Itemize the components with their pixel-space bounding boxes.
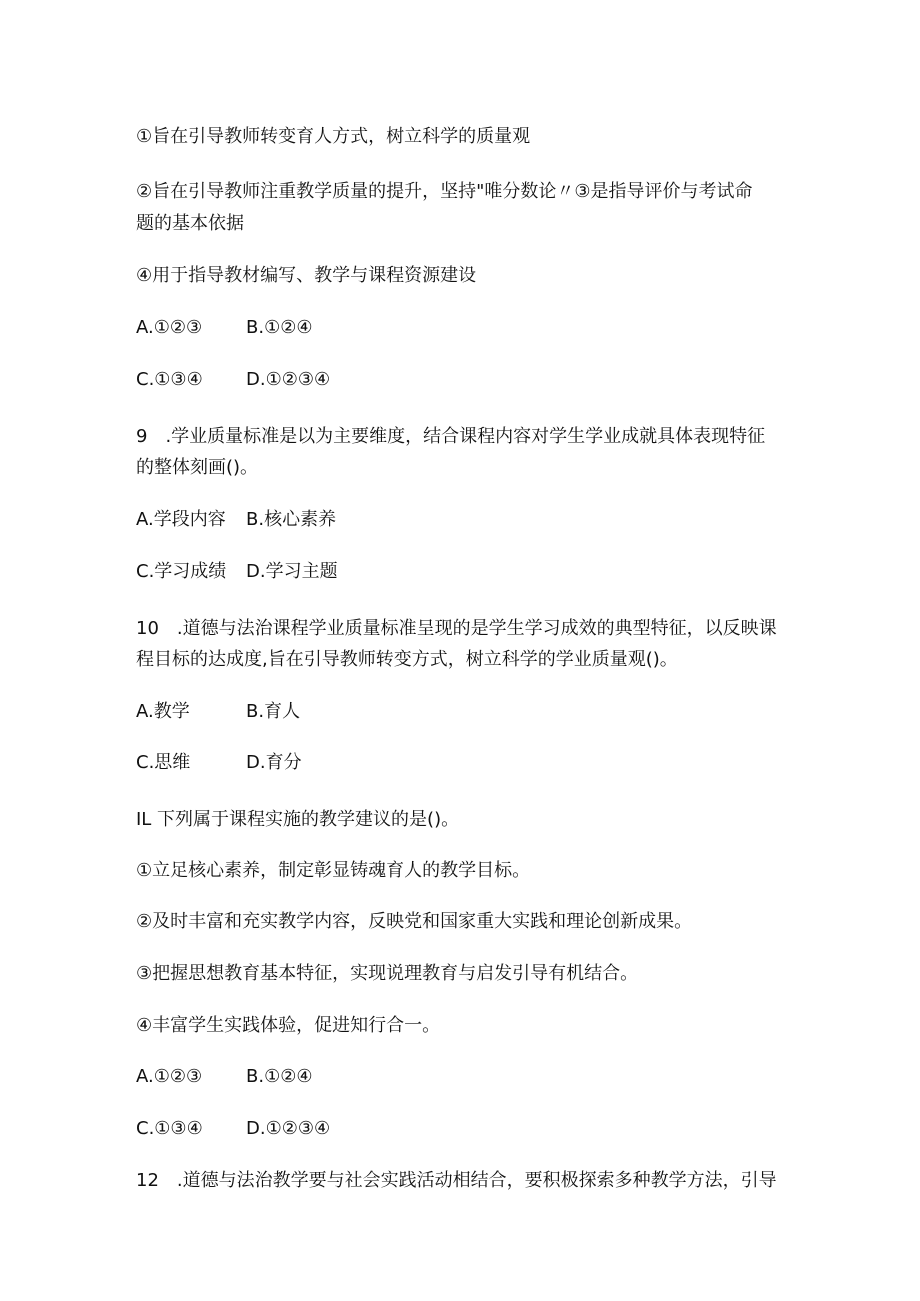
q10-option-b: B.育人: [246, 701, 301, 722]
q8-statement-1: ①旨在引导教师转变育人方式，树立科学的质量观: [136, 126, 531, 147]
q9-option-a: A.学段内容: [136, 509, 226, 530]
q10-option-a: A.教学: [136, 701, 190, 722]
q11-option-d: D.①②③④: [246, 1118, 331, 1139]
q11-statement-2: ②及时丰富和充实教学内容，反映党和国家重大实践和理论创新成果。: [136, 911, 693, 932]
q11-stem: IL 下列属于课程实施的教学建议的是()。: [136, 809, 460, 830]
q11-statement-4: ④丰富学生实践体验，促进知行合一。: [136, 1015, 441, 1036]
q8-statement-2-line-2: 题的基本依据: [136, 213, 244, 234]
q11-statement-3: ③把握思想教育基本特征，实现说理教育与启发引导有机结合。: [136, 963, 639, 984]
q11-option-b: B.①②④: [246, 1066, 313, 1087]
q8-statement-2-line-1: ②旨在引导教师注重教学质量的提升，坚持"唯分数论〃③是指导评价与考试命: [136, 181, 753, 202]
q9-stem-line-2: 的整体刻画()。: [136, 457, 259, 478]
q10-stem-line-1: 10 .道德与法治课程学业质量标准呈现的是学生学习成效的典型特征，以反映课: [136, 618, 777, 639]
q11-option-a: A.①②③: [136, 1066, 203, 1087]
q9-option-b: B.核心素养: [246, 509, 337, 530]
q11-statement-1: ①立足核心素养，制定彰显铸魂育人的教学目标。: [136, 860, 531, 881]
q8-option-a: A.①②③: [136, 317, 203, 338]
q10-stem-line-2: 程目标的达成度,旨在引导教师转变方式，树立科学的学业质量观()。: [136, 649, 678, 670]
q8-option-b: B.①②④: [246, 317, 313, 338]
q12-stem-line-1: 12 .道德与法治教学要与社会实践活动相结合，要积极探索多种教学方法，引导: [136, 1170, 777, 1191]
q9-option-c: C.学习成绩: [136, 561, 227, 582]
q8-option-c: C.①③④: [136, 369, 203, 390]
q9-stem-line-1: 9 .学业质量标准是以为主要维度，结合课程内容对学生学业成就具体表现特征: [136, 426, 766, 447]
q9-option-d: D.学习主题: [246, 561, 338, 582]
q10-option-d: D.育分: [246, 752, 302, 773]
q10-option-c: C.思维: [136, 752, 191, 773]
q11-option-c: C.①③④: [136, 1118, 203, 1139]
q8-statement-4: ④用于指导教材编写、教学与课程资源建设: [136, 265, 477, 286]
q8-option-d: D.①②③④: [246, 369, 331, 390]
